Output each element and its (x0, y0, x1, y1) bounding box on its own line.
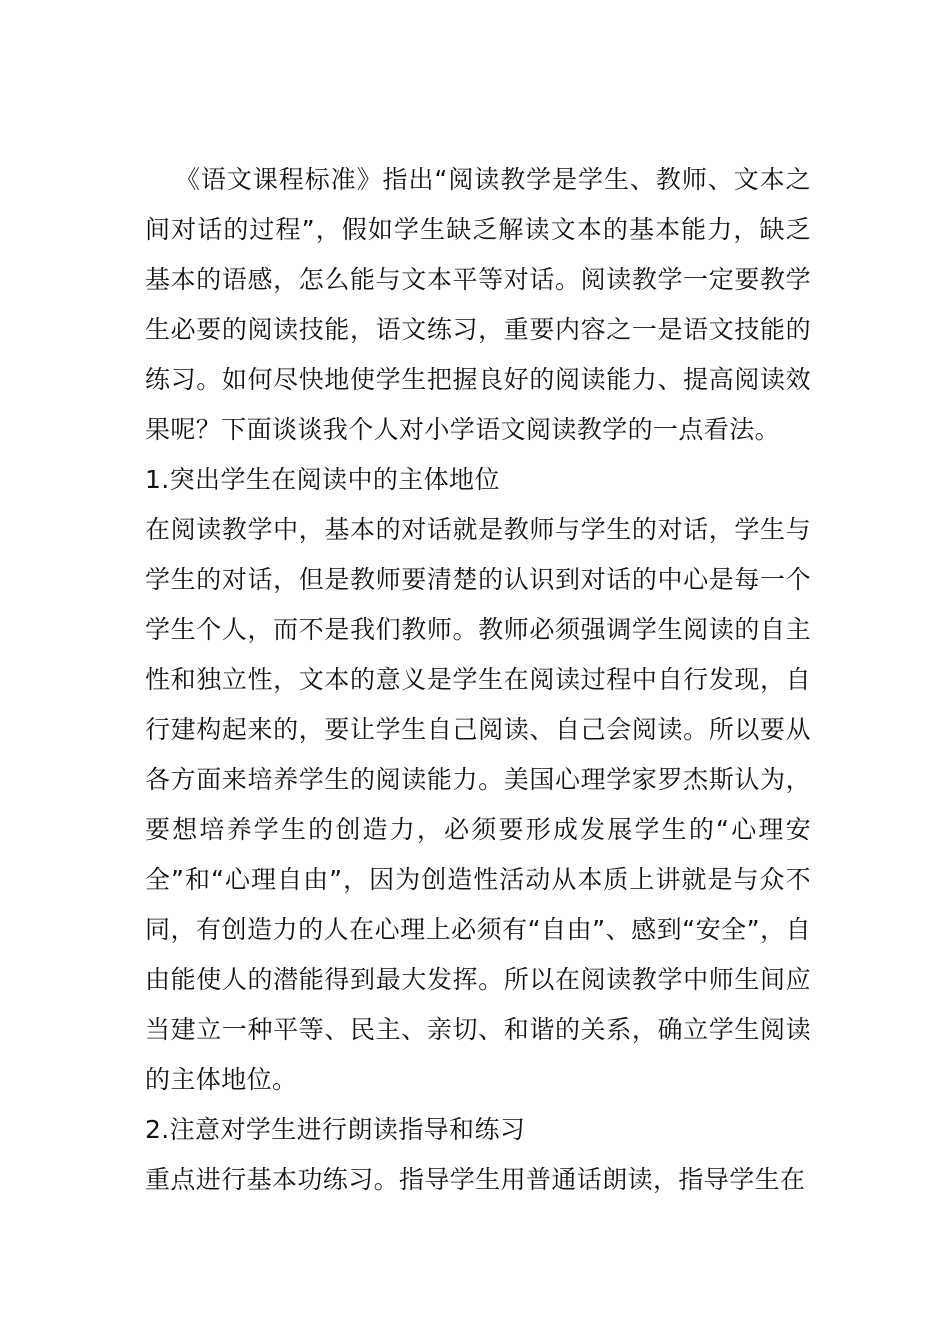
section-1-paragraph: 在阅读教学中，基本的对话就是教师与学生的对话，学生与学生的对话，但是教师要清楚的认识到对话的中心是每一个学生个人，而不是我们教师。教师必须强调学生阅读的自主性和独立性，文本的意义是学生在阅读过程中自行发现，自行建构起来的，要让学生自己阅读、自己会阅读。所以要从各方面来培养学生的阅读能力。美国心理学家罗杰斯认为，要想培养学生的创造力，必须要形成发展学生的“心理安全”和“心理自由”，因为创造性活动从本质上讲就是与众不同，有创造力的人在心理上必须有“自由”、感到“安全”，自由能使人的潜能得到最大发挥。所以在阅读教学中师生间应当建立一种平等、民主、亲切、和谐的关系，确立学生阅读的主体地位。 (145, 515, 811, 1094)
document-body (145, 155, 811, 1205)
intro-paragraph: 《语文课程标准》指出“阅读教学是学生、教师、文本之间对话的过程”，假如学生缺乏解读文本的基本能力，缺乏基本的语感，怎么能与文本平等对话。阅读教学一定要教学生必要的阅读技能，语文练习，重要内容之一是语文技能的练习。如何尽快地使学生把握良好的阅读能力、提高阅读效果呢？下面谈谈我个人对小学语文阅读教学的一点看法。 (145, 165, 811, 444)
section-2-heading: 2.注意对学生进行朗读指导和练习 (145, 1115, 526, 1144)
section-2-paragraph: 重点进行基本功练习。指导学生用普通话朗读，指导学生在 (145, 1165, 806, 1194)
section-1-heading: 1.突出学生在阅读中的主体地位 (145, 465, 500, 494)
